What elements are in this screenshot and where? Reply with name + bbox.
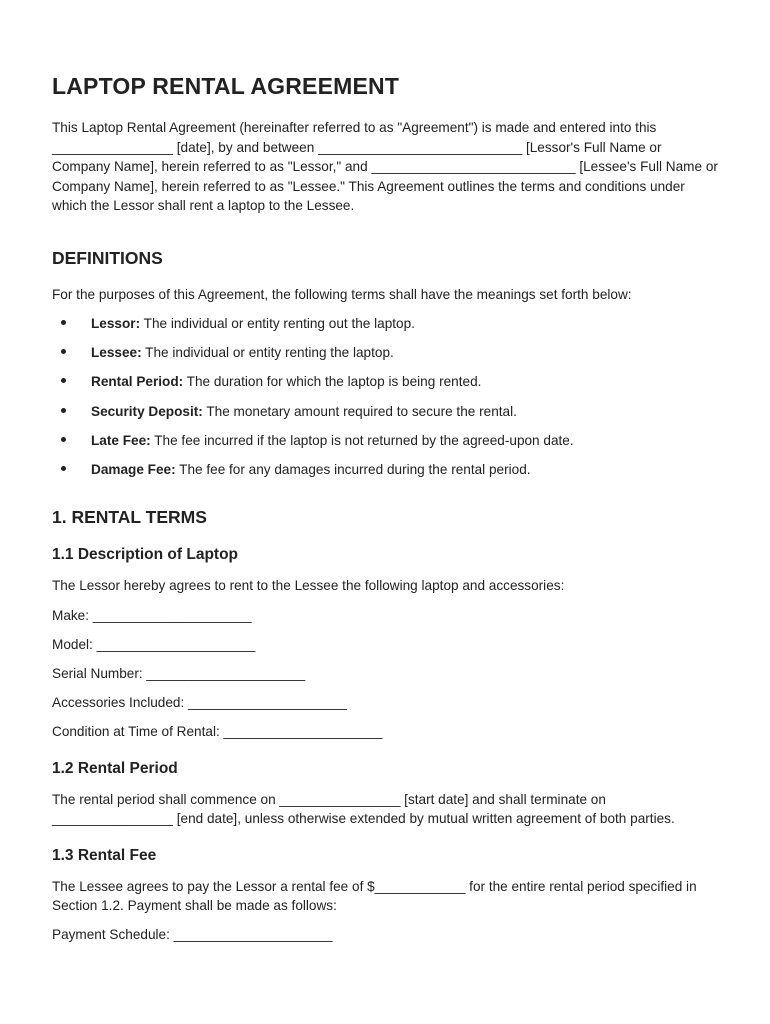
definition-text: The duration for which the laptop is being rented. — [183, 374, 482, 390]
model-field: Model: _____________________ — [52, 636, 256, 652]
payment-schedule-field: Payment Schedule: _____________________ — [52, 927, 333, 943]
definition-text: The fee for any damages incurred during the rental period. — [175, 461, 531, 477]
definition-item — [52, 372, 720, 392]
definitions-list — [52, 314, 720, 479]
bullet-icon — [61, 349, 66, 354]
definition-item — [52, 460, 720, 480]
bullet-icon — [61, 466, 66, 471]
rental-period-text: The rental period shall commence on ________________ [start date] and shall terminate on ________________ [end date], unless otherwise extended by mutual written agreement of both parties. — [52, 791, 675, 826]
definition-item — [52, 402, 720, 422]
definition-term: Lessee: — [91, 345, 142, 361]
definition-term: Lessor: — [91, 316, 141, 331]
rental-terms-heading: 1. RENTAL TERMS — [52, 507, 207, 528]
definitions-lead: For the purposes of this Agreement, the following terms shall have the meanings set forth below: — [52, 286, 632, 302]
definition-term: Rental Period: — [91, 374, 184, 390]
bullet-icon — [61, 437, 66, 442]
serial-number-field: Serial Number: _____________________ — [52, 665, 306, 681]
rental-fee-heading: 1.3 Rental Fee — [52, 846, 157, 864]
accessories-field: Accessories Included: _____________________ — [52, 694, 347, 710]
definition-text: The fee incurred if the laptop is not returned by the agreed-upon date. — [150, 432, 574, 448]
definition-term: Late Fee: — [91, 432, 151, 448]
bullet-icon — [61, 408, 66, 413]
definition-item — [52, 314, 720, 334]
intro-paragraph: This Laptop Rental Agreement (hereinafter referred to as "Agreement") is made and entered into this ________________ [date], by and between ___________________________ [Lessor's Full Name or Company Name], herein referred to as "Lessor," and ___________________________ [Lessee's Full Name or Company Name], herein referred to as "Lessee." This Agreement outlines the terms and conditions under which the Lessor shall rent a laptop to the Lessee. — [52, 120, 718, 213]
definition-item — [52, 431, 720, 451]
description-lead: The Lessor hereby agrees to rent to the Lessee the following laptop and accessories: — [52, 578, 565, 594]
definition-text: The individual or entity renting out the laptop. — [140, 316, 415, 331]
definitions-heading: DEFINITIONS — [52, 247, 163, 268]
definition-text: The monetary amount required to secure the rental. — [202, 403, 517, 419]
definition-text: The individual or entity renting the laptop. — [141, 345, 394, 361]
condition-field: Condition at Time of Rental: _____________________ — [52, 724, 383, 739]
definition-item — [52, 343, 720, 363]
rental-period-heading: 1.2 Rental Period — [52, 759, 178, 777]
bullet-icon — [61, 378, 66, 383]
bullet-icon — [61, 320, 66, 325]
rental-fee-text: The Lessee agrees to pay the Lessor a rental fee of $____________ for the entire rental period specified in Section 1.2. Payment shall be made as follows: — [52, 878, 697, 913]
definition-term: Security Deposit: — [91, 403, 203, 419]
definition-term: Damage Fee: — [91, 461, 176, 477]
description-heading: 1.1 Description of Laptop — [52, 546, 239, 564]
document-title: LAPTOP RENTAL AGREEMENT — [52, 73, 400, 99]
make-field: Make: _____________________ — [52, 607, 252, 623]
